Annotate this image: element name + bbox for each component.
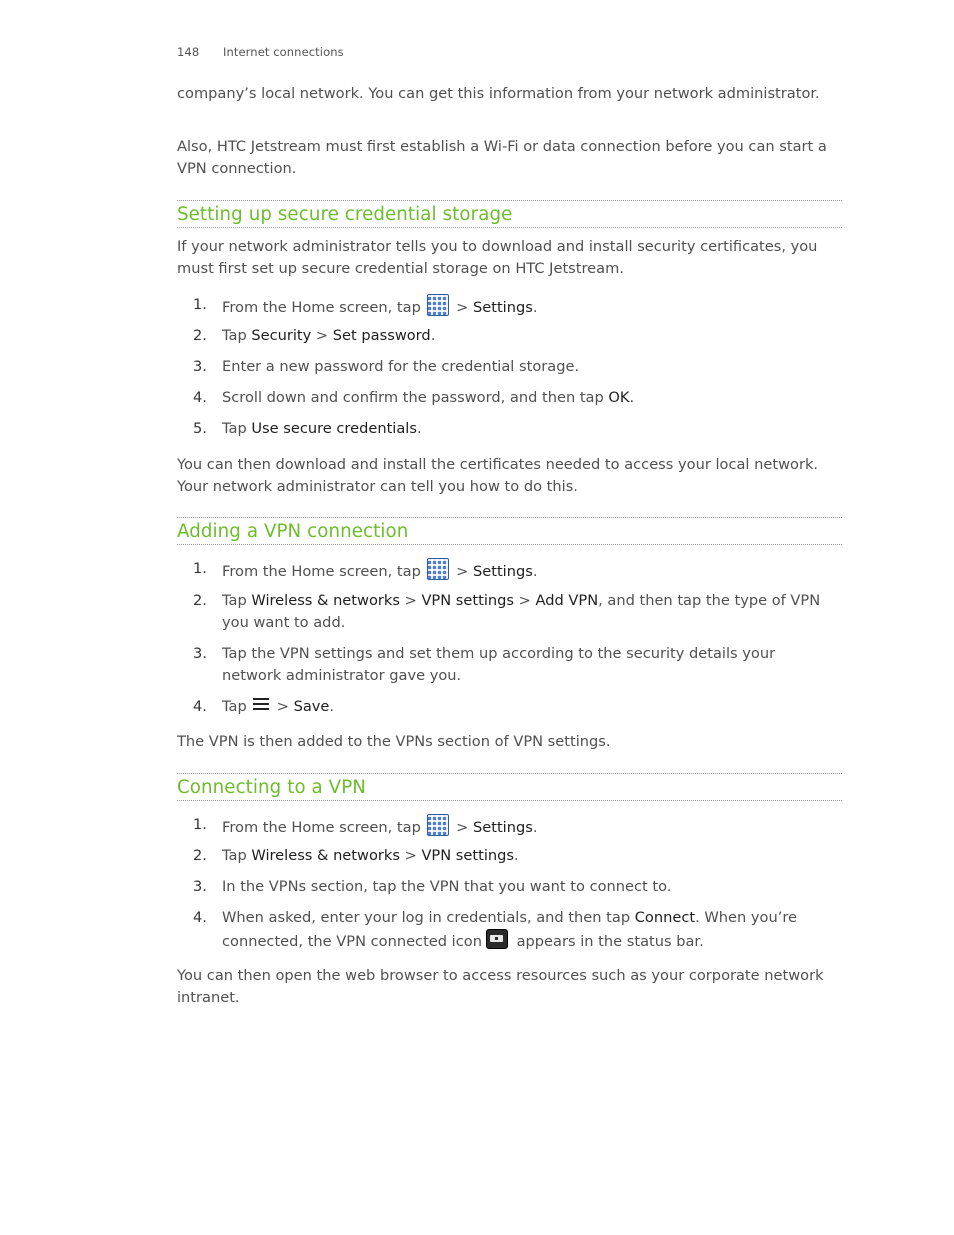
menu-icon [253, 698, 269, 714]
section-heading-credential-storage [177, 200, 842, 228]
section-heading-adding-vpn [177, 517, 842, 545]
page-number: 148 [177, 45, 200, 59]
section-title: Connecting to a VPN [177, 777, 366, 798]
section-heading-connecting-vpn [177, 773, 842, 801]
all-apps-icon [427, 814, 449, 836]
section-title: Adding a VPN connection [177, 521, 409, 542]
intro-paragraph-2: Also, HTC Jetstream must first establish a Wi-Fi or data connection before you can start a VPN connection. [177, 138, 827, 177]
section2-outro: The VPN is then added to the VPNs section of VPN settings. [177, 733, 611, 750]
section1-outro: You can then download and install the certificates needed to access your local network. Your network administrator can tell you how to do this. [177, 456, 819, 495]
chapter-title: Internet connections [223, 45, 344, 59]
intro-paragraph-1: company’s local network. You can get this information from your network administrator. [177, 85, 820, 102]
section3-outro: You can then open the web browser to access resources such as your corporate network intranet. [177, 967, 824, 1006]
all-apps-icon [427, 558, 449, 580]
running-header [177, 45, 344, 59]
vpn-connected-icon [486, 929, 508, 949]
section1-intro: If your network administrator tells you to download and install security certificates, you must first set up secure credential storage on HTC Jetstream. [177, 238, 818, 277]
section-title: Setting up secure credential storage [177, 204, 513, 225]
all-apps-icon [427, 294, 449, 316]
